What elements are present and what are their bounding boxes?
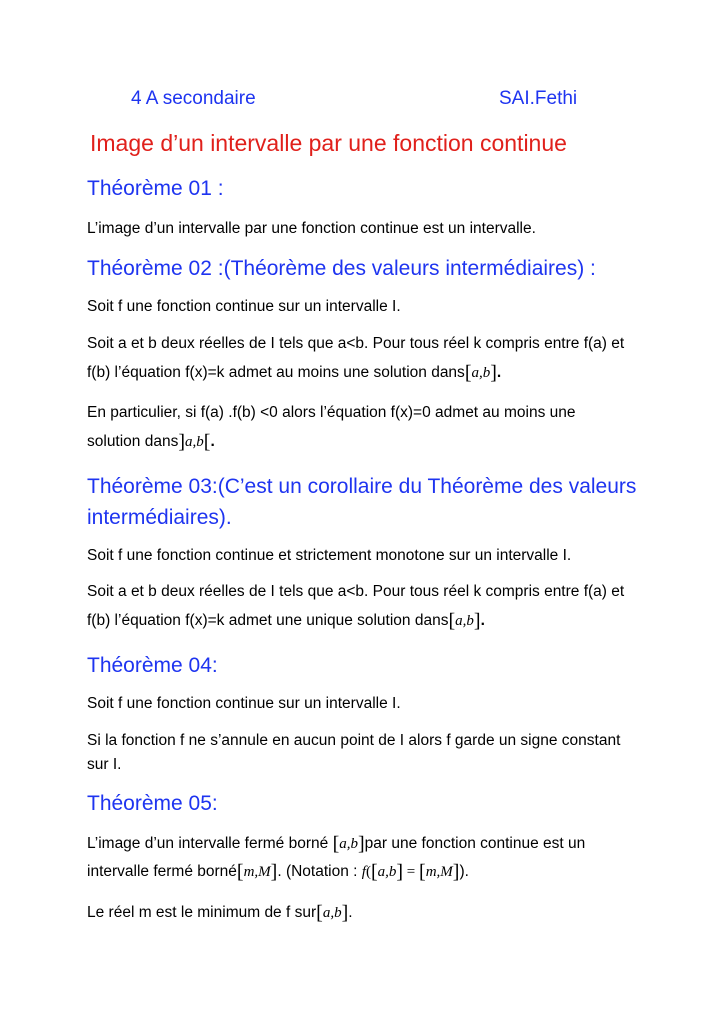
theorem-02-line-5-text: solution dans xyxy=(87,433,179,450)
theorem-03-line-3: f(b) l’équation f(x)=k admet une unique solution dans[a,b]. xyxy=(87,610,485,632)
theorem-01-text: L’image d’un intervalle par une fonction continue est un intervalle. xyxy=(87,220,536,237)
theorem-02-line-1: Soit f une fonction continue sur un intervalle I. xyxy=(87,298,401,315)
theorem-05-line-1: L’image d’un intervalle fermé borné [a,b]par une fonction continue est un xyxy=(87,833,586,855)
theorem-04-line-1: Soit f une fonction continue sur un intervalle I. xyxy=(87,695,401,712)
theorem-05-line-2: intervalle fermé borné[m,M]. (Notation : f([a,b] = [m,M]). xyxy=(87,861,469,883)
header-class-level: 4 A secondaire xyxy=(131,88,256,109)
open-interval-ab: ]a,b[ xyxy=(178,431,211,453)
closed-interval-mM: [m,M] xyxy=(236,861,278,883)
theorem-02-heading: Théorème 02 :(Théorème des valeurs intermédiaires) : xyxy=(87,257,596,280)
document-title: Image d’un intervalle par une fonction continue xyxy=(90,130,567,156)
theorem-04-line-3: sur I. xyxy=(87,756,122,773)
theorem-03-line-3-text: f(b) l’équation f(x)=k admet une unique solution dans xyxy=(87,612,449,629)
closed-interval-ab: [a,b] xyxy=(448,610,481,632)
theorem-05-heading: Théorème 05: xyxy=(87,792,218,815)
closed-interval-ab: [a,b] xyxy=(332,833,365,855)
theorem-03-line-2: Soit a et b deux réelles de I tels que a<b. Pour tous réel k compris entre f(a) et xyxy=(87,583,625,600)
theorem-03-heading-line-2: intermédiaires). xyxy=(87,506,232,529)
theorem-02-line-5: solution dans]a,b[. xyxy=(87,431,215,453)
notation-formula: f([a,b] = [m,M] xyxy=(361,861,460,883)
closed-interval-ab: [a,b] xyxy=(316,902,349,924)
theorem-01-heading: Théorème 01 : xyxy=(87,177,224,200)
theorem-03-heading-line-1: Théorème 03:(C’est un corollaire du Théorème des valeurs xyxy=(87,475,637,498)
theorem-02-line-3-text: f(b) l’équation f(x)=k admet au moins une solution dans xyxy=(87,364,465,381)
theorem-02-line-4: En particulier, si f(a) .f(b) <0 alors l’équation f(x)=0 admet au moins une xyxy=(87,404,576,421)
theorem-03-line-1: Soit f une fonction continue et strictement monotone sur un intervalle I. xyxy=(87,547,572,564)
theorem-02-line-2: Soit a et b deux réelles de I tels que a<b. Pour tous réel k compris entre f(a) et xyxy=(87,335,625,352)
theorem-04-heading: Théorème 04: xyxy=(87,654,218,677)
theorem-04-line-2: Si la fonction f ne s’annule en aucun point de I alors f garde un signe constant xyxy=(87,732,621,749)
header-author: SAI.Fethi xyxy=(499,88,578,109)
theorem-05-line-3: Le réel m est le minimum de f sur[a,b]. xyxy=(87,902,353,924)
closed-interval-ab: [a,b] xyxy=(464,362,497,384)
theorem-02-line-3: f(b) l’équation f(x)=k admet au moins une solution dans[a,b]. xyxy=(87,362,502,384)
